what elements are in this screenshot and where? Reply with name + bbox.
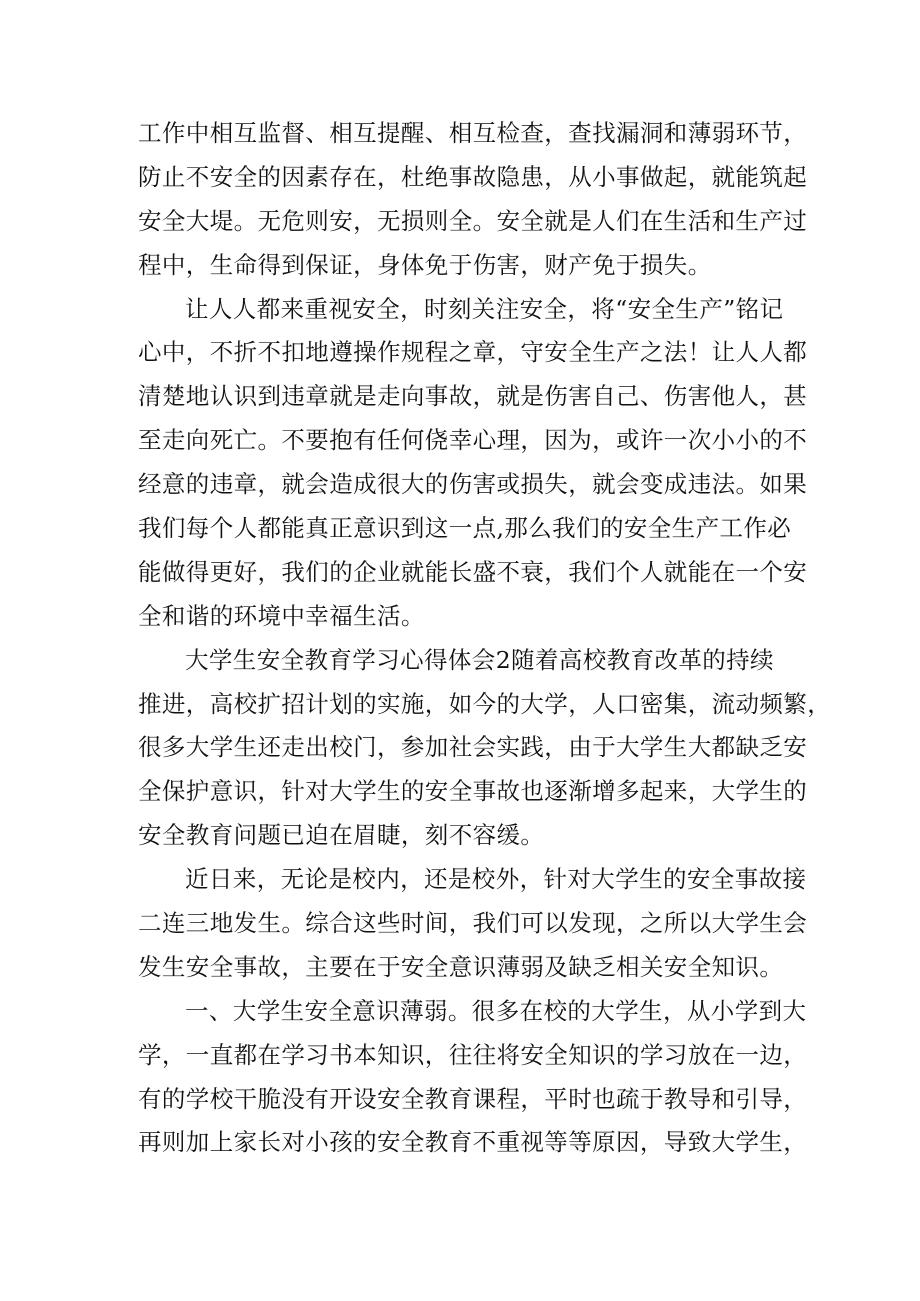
text-line: 防止不安全的因素存在，杜绝事故隐患，从小事做起，就能筑起 [138, 162, 808, 191]
text-line: 推进，高校扩招计划的实施，如今的大学，人口密集，流动频繁， [138, 689, 832, 718]
text-line: 学，一直都在学习书本知识，往往将安全知识的学习放在一边， [138, 1040, 808, 1069]
text-line: 全保护意识，针对大学生的安全事故也逐渐增多起来，大学生的 [138, 777, 808, 806]
text-line: 很多大学生还走出校门，参加社会实践，由于大学生大都缺乏安 [138, 733, 808, 762]
text-line: 有的学校干脆没有开设安全教育课程，平时也疏于教导和引导， [138, 1084, 808, 1113]
text-line: 发生安全事故，主要在于安全意识薄弱及缺乏相关安全知识。 [138, 952, 784, 981]
text-line: 清楚地认识到违章就是走向事故，就是伤害自己、伤害他人，甚 [138, 382, 808, 411]
text-line: 工作中相互监督、相互提醒、相互检查，查找漏洞和薄弱环节， [138, 119, 808, 147]
text-line: 全和谐的环境中幸福生活。 [138, 601, 425, 630]
paragraph-first-line: 一、大学生安全意识薄弱。很多在校的大学生，从小学到大 [185, 996, 807, 1025]
text-line: 安全教育问题已迫在眉睫，刻不容缓。 [138, 821, 545, 850]
text-line: 安全大堤。无危则安，无损则全。安全就是人们在生活和生产过 [138, 206, 808, 235]
text-line: 心中，不折不扣地遵操作规程之章，守安全生产之法！让人人都 [138, 338, 808, 367]
text-line: 经意的违章，就会造成很大的伤害或损失，就会变成违法。如果 [138, 470, 808, 499]
text-line: 我们每个人都能真正意识到这一点,那么我们的安全生产工作必 [138, 514, 792, 543]
document-body [138, 112, 832, 1165]
paragraph-first-line: 大学生安全教育学习心得体会2随着高校教育改革的持续 [185, 645, 774, 674]
text-line: 再则加上家长对小孩的安全教育不重视等等原因，导致大学生， [138, 1128, 808, 1157]
text-line: 程中，生命得到保证，身体免于伤害，财产免于损失。 [138, 250, 712, 279]
text-line: 二连三地发生。综合这些时间，我们可以发现，之所以大学生会 [138, 909, 808, 938]
text-line: 至走向死亡。不要抱有任何侥幸心理，因为，或许一次小小的不 [138, 426, 808, 455]
paragraph-first-line: 让人人都来重视安全，时刻关注安全，将“安全生产”铭记 [185, 294, 784, 323]
paragraph-first-line: 近日来，无论是校内，还是校外，针对大学生的安全事故接 [185, 865, 807, 894]
text-line: 能做得更好，我们的企业就能长盛不衰，我们个人就能在一个安 [138, 557, 808, 586]
